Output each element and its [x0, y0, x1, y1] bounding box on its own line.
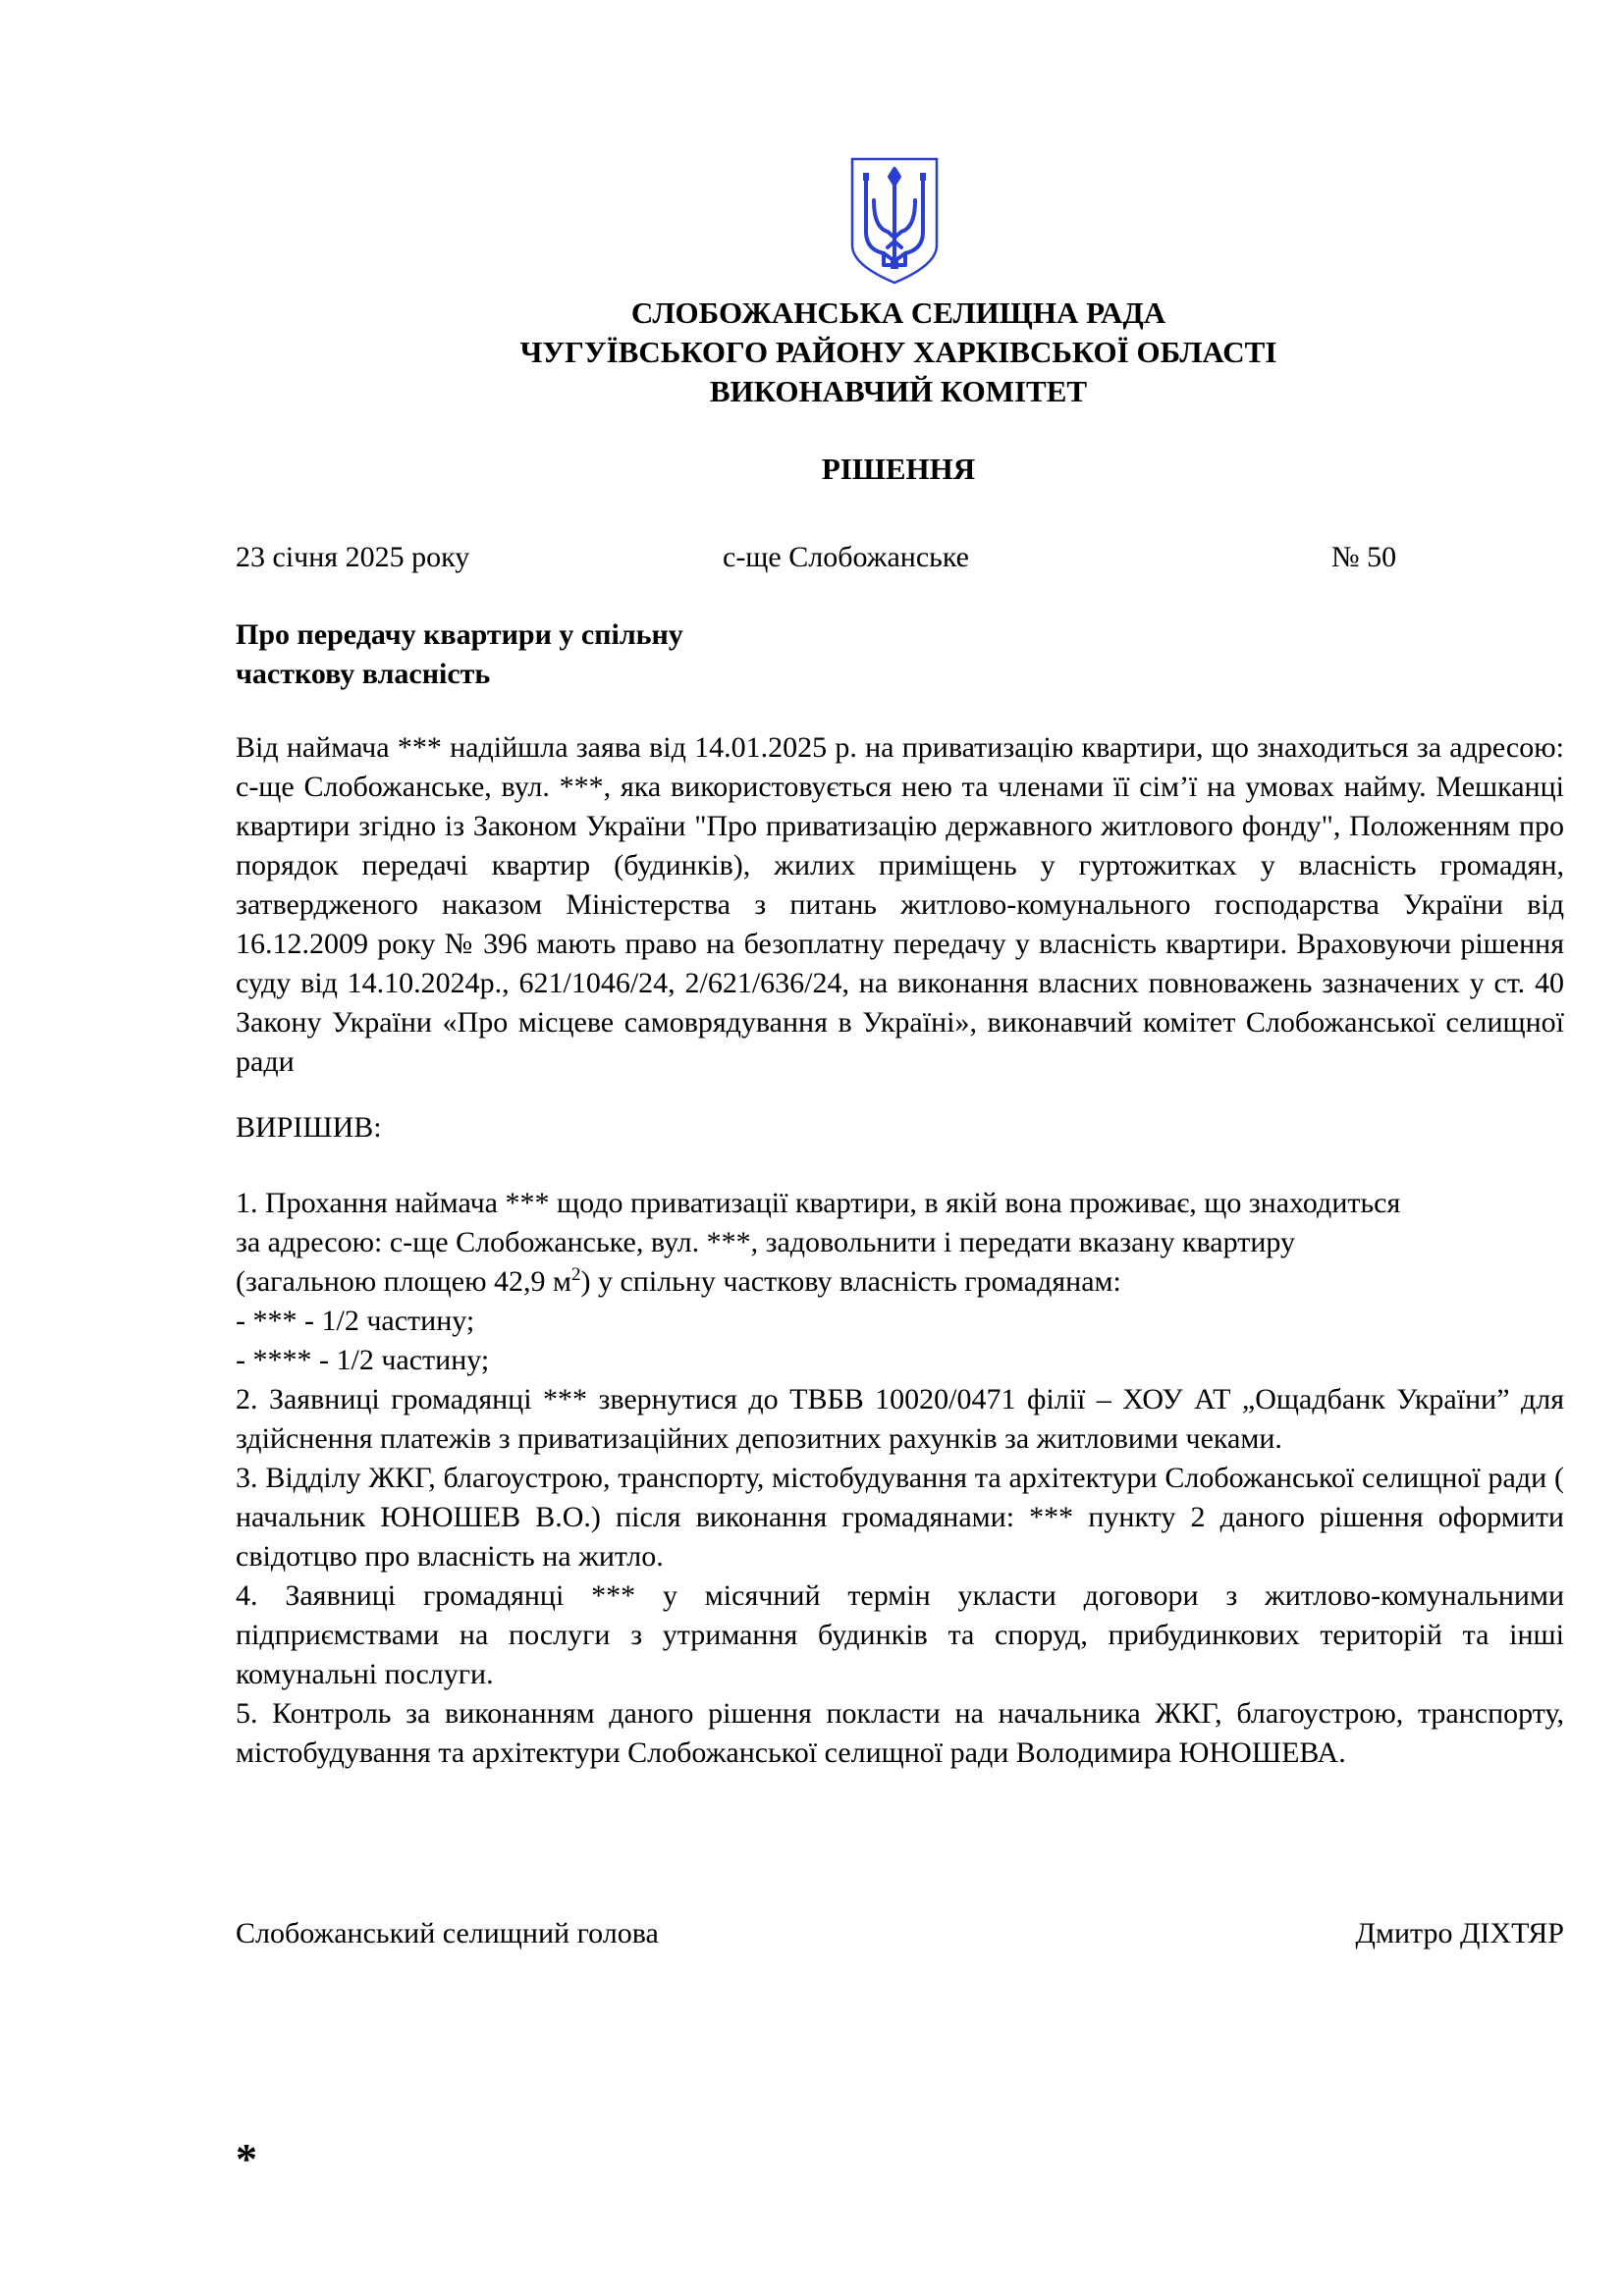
point-1-line-2: за адресою: с-ще Слобожанське, вул. ***, задовольнити і передати вказану квартиру	[236, 1226, 1295, 1258]
document-number: № 50	[1331, 541, 1397, 573]
footer-asterisk: *	[236, 2135, 257, 2183]
share-item-2: - **** - 1/2 частину;	[236, 1344, 490, 1376]
ukraine-trident-emblem-icon	[848, 155, 941, 287]
point-1-line-3	[236, 1262, 1564, 1302]
point-1-line-1: 1. Прохання наймача *** щодо приватизації квартири, в якій вона проживає, що знаходиться	[236, 1187, 1401, 1219]
signatory-name: Дмитро ДІХТЯР	[1355, 1917, 1564, 1949]
area-text-continued: ) у спільну часткову власність громадянам:	[580, 1265, 1121, 1298]
point-3: 3. Відділу ЖКГ, благоустрою, транспорту, містобудування та архітектури Слобожанської селищної ради ( начальник ЮНОШЕВ В.О.) після виконання громадянами: *** пункту 2 даного рішення оформити свідотцво про власність на житло.	[236, 1462, 1564, 1573]
document-place: с-ще Слобожанське	[723, 541, 969, 573]
document-subject	[236, 615, 923, 694]
point-1	[236, 1184, 1564, 1380]
resolved-heading: ВИРІШИВ:	[236, 1111, 382, 1144]
preamble-paragraph: Від наймача *** надійшла заява від 14.01.2025 р. на приватизацію квартири, що знаходиться за адресою: с-ще Слобожанське, вул. ***, яка використовується нею та членами її сім’ї на умовах найму. Мешканці квартири згідно із Законом України "Про приватизацію державного житлового фонду", Положенням про порядок передачі квартир (будинків), жилих приміщень у гуртожитках у власність громадян, затвердженого наказом Міністерства з питань житлово-комунального господарства України від 16.12.2009 року № 396 мають право на безоплатну передачу у власність квартири. Враховуючи рішення суду від 14.10.2024р., 621/1046/24, 2/621/636/24, на виконання власних повноважень зазначених у ст. 40 Закону України «Про місцеве самоврядування в Україні», виконавчий комітет Слобожанської селищної ради	[236, 731, 1564, 1078]
signatory-title: Слобожанський селищний голова	[236, 1917, 659, 1949]
area-unit-exponent: 2	[571, 1264, 581, 1285]
area-text: (загальною площею 42,9 м	[236, 1265, 571, 1298]
document-type-title: РІШЕННЯ	[821, 452, 976, 486]
signature-block	[236, 1914, 1564, 1953]
point-5: 5. Контроль за виконанням даного рішення покласти на начальника ЖКГ, благоустрою, транспорту, містобудування та архітектури Слобожанської селищної ради Володимира ЮНОШЕВА.	[236, 1697, 1564, 1769]
point-4: 4. Заявниці громадянці *** у місячний термін укласти договори з житлово-комунальними підприємствами на послуги з утримання будинків та споруд, прибудинкових територій та інші комунальні послуги.	[236, 1579, 1564, 1690]
subject-line-2: часткову власність	[236, 658, 491, 690]
council-name: СЛОБОЖАНСЬКА СЕЛИЩНА РАДА	[630, 295, 1166, 330]
point-2: 2. Заявниці громадянці *** звернутися до ТВБВ 10020/0471 філії – ХОУ АТ „Ощадбанк України” для здійснення платежів з приватизаційних депозитних рахунків за житловими чеками.	[236, 1383, 1564, 1455]
subject-line-1: Про передачу квартири у спільну	[236, 618, 683, 651]
district-region-name: ЧУГУЇВСЬКОГО РАЙОНУ ХАРКІВСЬКОЇ ОБЛАСТІ	[519, 335, 1277, 369]
executive-committee-name: ВИКОНАВЧИЙ КОМІТЕТ	[709, 374, 1088, 408]
share-item-1: - *** - 1/2 частину;	[236, 1305, 475, 1337]
document-meta-row	[236, 538, 1414, 577]
resolution-points	[236, 1184, 1564, 1773]
organization-header	[236, 294, 1561, 411]
document-date: 23 січня 2025 року	[236, 541, 470, 573]
